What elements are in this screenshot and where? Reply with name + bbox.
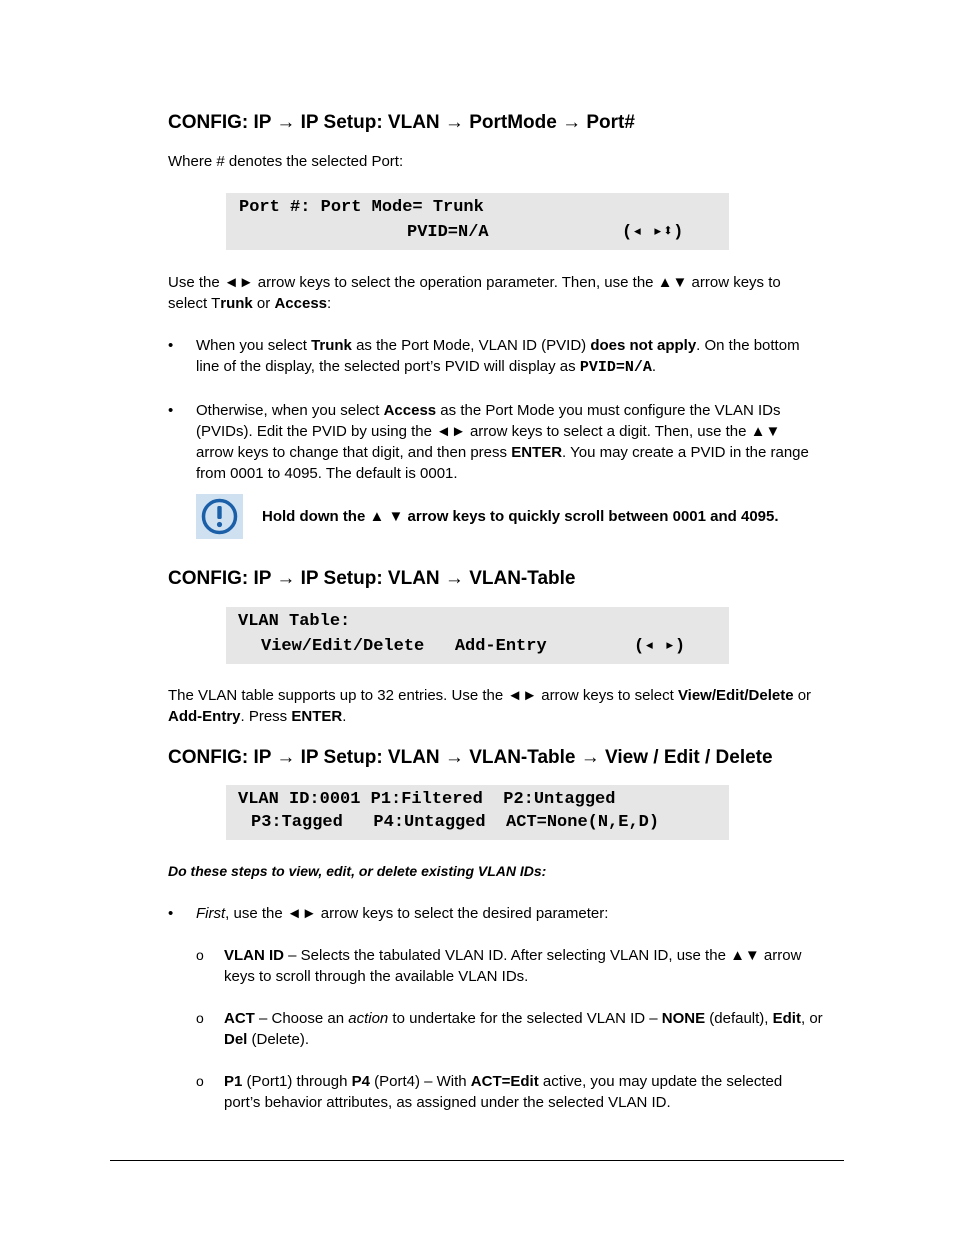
bullet-icon: • [168, 905, 174, 922]
lcd-display-portmode [226, 193, 729, 250]
paragraph-operation [168, 272, 848, 314]
sub-bullet-icon: o [196, 947, 204, 963]
paragraph-line: The VLAN table supports up to 32 entries. Use the ◄► arrow keys to select View/Edit/Delete or [168, 687, 812, 704]
lcd-line-1: VLAN Table: [238, 612, 351, 631]
lcd-line-2: PVID=N/A [407, 223, 489, 242]
bullet-line: Otherwise, when you select Access as the Port Mode you must configure the VLAN IDs [196, 402, 781, 419]
sub-bullet-icon: o [196, 1010, 204, 1026]
sub-bullet-line: Del (Delete). [224, 1031, 310, 1048]
arrow-keys-icon: (◂ ▸⬍) [622, 223, 684, 242]
bullet-line: line of the display, the selected port’s PVID will display as PVID=N/A. [196, 358, 656, 376]
bullet-line: (PVIDs). Edit the PVID by using the ◄► arrow keys to select a digit. Then, use the ▲▼ [196, 423, 781, 440]
steps-title: Do these steps to view, edit, or delete existing VLAN IDs: [168, 863, 547, 879]
section-heading-vlan-table: CONFIG: IP → IP Setup: VLAN → VLAN-Table [168, 568, 576, 589]
lcd-line-1: Port #: Port Mode= Trunk [239, 198, 484, 217]
bullet-first: First, use the ◄► arrow keys to select the desired parameter: [196, 905, 609, 922]
bullet-trunk [196, 335, 846, 378]
info-notice-icon [196, 494, 243, 539]
paragraph-line: Add-Entry. Press ENTER. [168, 708, 347, 725]
sub-bullet-line: ACT – Choose an action to undertake for the selected VLAN ID – NONE (default), Edit, or [224, 1010, 823, 1027]
sub-bullet-line: VLAN ID – Selects the tabulated VLAN ID. After selecting VLAN ID, use the ▲▼ arrow [224, 947, 802, 964]
bullet-icon: • [168, 402, 174, 419]
lcd-line-2: P3:Tagged P4:Untagged ACT=None(N,E,D) [251, 813, 660, 832]
sub-bullet-line: P1 (Port1) through P4 (Port4) – With ACT=Edit active, you may update the selected [224, 1073, 783, 1090]
sub-bullet-act [224, 1008, 849, 1050]
intro-text: Where # denotes the selected Port: [168, 153, 404, 170]
sub-bullet-vlan-id [224, 945, 849, 987]
lcd-display-vlan-entry [226, 785, 729, 840]
sub-bullet-icon: o [196, 1073, 204, 1089]
bullet-line: arrow keys to change that digit, and then press ENTER. You may create a PVID in the range [196, 444, 809, 461]
lcd-line-1: VLAN ID:0001 P1:Filtered P2:Untagged [238, 790, 616, 809]
bullet-icon: • [168, 337, 174, 354]
paragraph-line: select Trunk or Access: [168, 295, 332, 312]
bullet-access [196, 400, 846, 484]
lcd-display-vlan-table [226, 607, 729, 664]
sub-bullet-ports [224, 1071, 849, 1113]
bullet-line: When you select Trunk as the Port Mode, VLAN ID (PVID) does not apply. On the bottom [196, 337, 800, 354]
notice-box [196, 494, 243, 539]
footer-rule [110, 1160, 844, 1161]
sub-bullet-line: keys to scroll through the available VLAN IDs. [224, 968, 529, 985]
paragraph-line: Use the ◄► arrow keys to select the operation parameter. Then, use the ▲▼ arrow keys to [168, 274, 781, 291]
lcd-line-2: View/Edit/Delete Add-Entry [261, 637, 547, 656]
bullet-line: from 0001 to 4095. The default is 0001. [196, 465, 458, 482]
paragraph-vlan-table [168, 685, 848, 727]
section-heading-view-edit-delete: CONFIG: IP → IP Setup: VLAN → VLAN-Table → View / Edit / Delete [168, 747, 773, 768]
arrow-keys-icon: (◂ ▸) [634, 637, 686, 656]
notice-text: Hold down the ▲ ▼ arrow keys to quickly scroll between 0001 and 4095. [262, 508, 779, 525]
sub-bullet-line: port’s behavior attributes, as assigned under the selected VLAN ID. [224, 1094, 671, 1111]
section-heading-portmode: CONFIG: IP → IP Setup: VLAN → PortMode → Port# [168, 112, 635, 133]
